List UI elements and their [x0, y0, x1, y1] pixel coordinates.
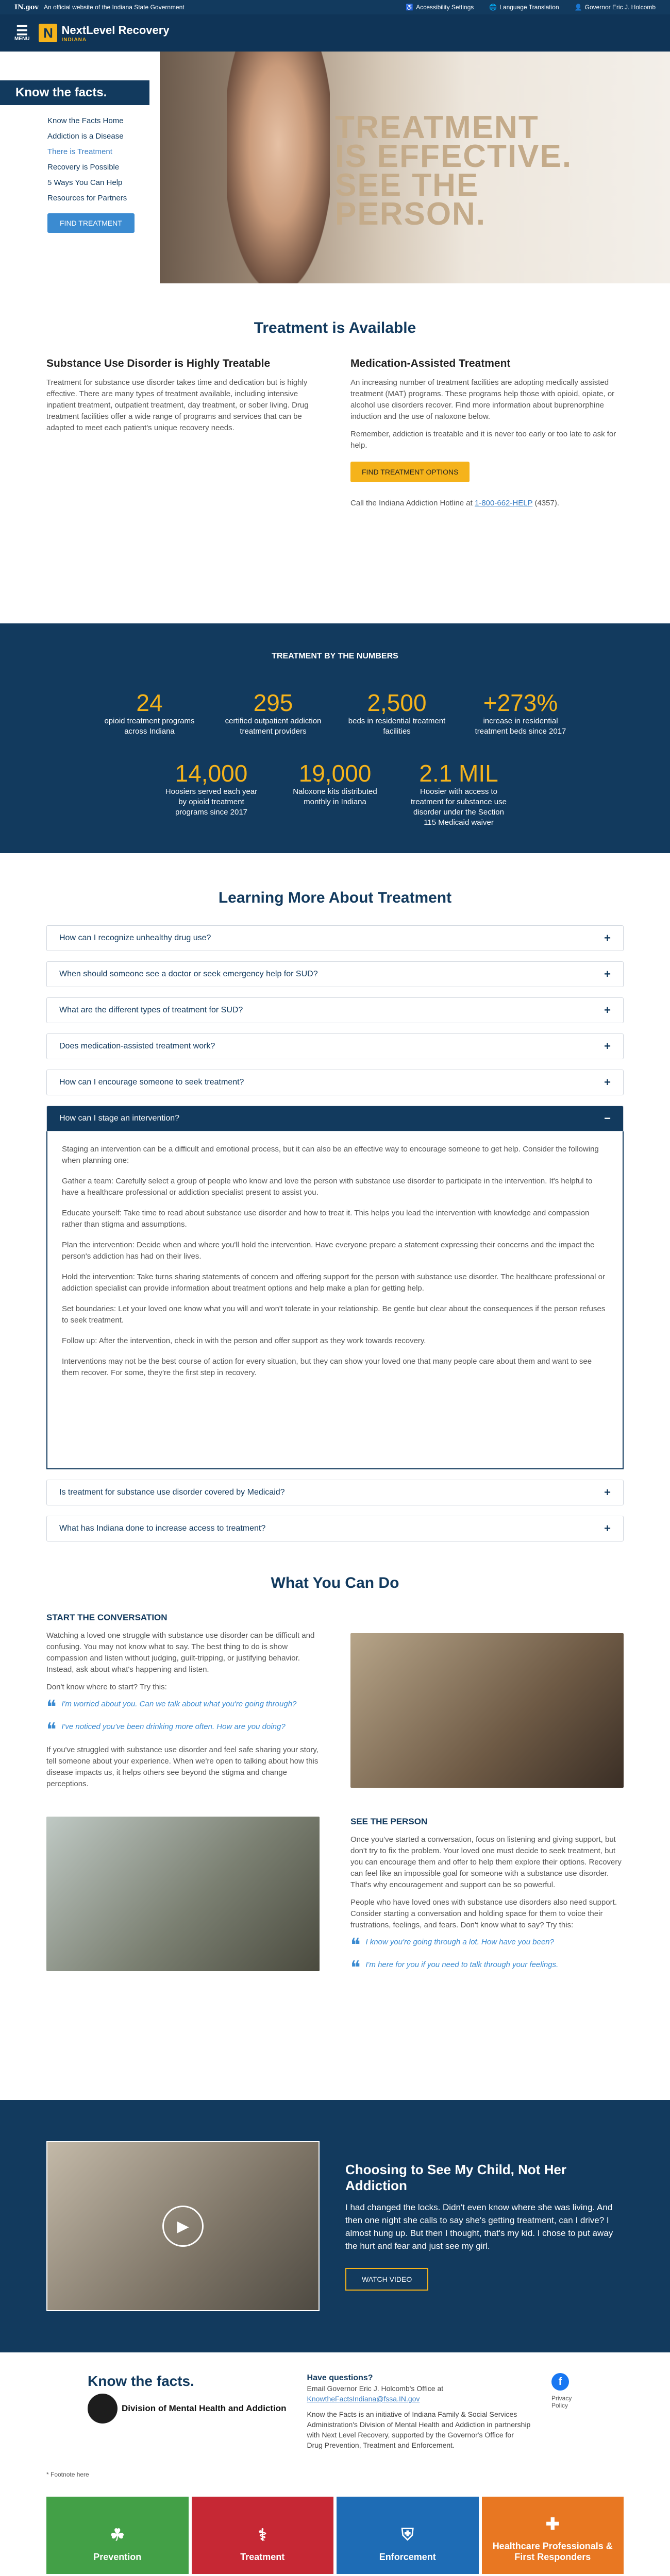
faq-item[interactable]: Does medication-assisted treatment work? +: [46, 1033, 624, 1059]
quote: ❝ I've noticed you've been drinking more often. How are you doing?: [46, 1719, 286, 1740]
privacy-policy-link[interactable]: Privacy Policy: [551, 2395, 572, 2409]
hug-photo: [350, 1633, 624, 1788]
quote: ❝ I'm worried about you. Can we talk about what you're going through?: [46, 1696, 297, 1717]
learning-section: [0, 853, 670, 1574]
site-logo[interactable]: N NextLevel Recovery INDIANA: [39, 24, 169, 43]
facebook-icon[interactable]: f: [551, 2373, 569, 2391]
what-you-can-do: What You Can Do START THE CONVERSATION Watching a loved one struggle with substance use disorder can be difficult and confusing. You may not know what to say. The best thing to do is show compassion and listen without judging, guilt-tripping, or justifying behavior. Instead, ask about what's happening and listen. Don't know where to start? Try this: ❝ I'm worried about you. Can we talk about what you're going through? ❝ I've noticed you've been drinking more often. How are you doing? If you've struggled with substance use disorder and feel safe sharing your story, tell someone about your experience. When we're open to talking about how this disease impacts us, it helps others see beyond the stigma and change perceptions. SEE THE PERSON Once you've started a conversation, focus on listening and giving support, but don't try to fix the problem. Your loved one must decide to seek treatment, but you can encourage them and offer to help them explore their options. Recovery can feel like an impossible goal for someone with a substance use disorder. That's why encouragement and support can be so powerful. People who have loved ones with substance use disorders also need support. Consider starting a conversation and holding space for them to voice their frustrations, feelings, and fears. Don't know what to say? Try this: ❝ I know you're going through a lot. How have you been? ❝ I'm here for you if you need to talk through your feelings.: [0, 1574, 670, 2100]
person-icon: 👤: [574, 4, 582, 11]
menu-button[interactable]: ☰ MENU: [14, 22, 30, 42]
tile-healthcare[interactable]: ✚ Healthcare Professionals & First Responders: [482, 2497, 624, 2574]
stat: 19,000 Naloxone kits distributed monthly in Indiana: [293, 760, 377, 806]
language-translation-link[interactable]: 🌐 Language Translation: [489, 4, 559, 11]
minus-icon: −: [604, 1112, 611, 1125]
hotline-text: Call the Indiana Addiction Hotline at 1-800-662-HELP (4357).: [350, 499, 559, 507]
quote: ❝ I'm here for you if you need to talk through your feelings.: [350, 1957, 559, 1978]
numbers-title: TREATMENT BY THE NUMBERS: [272, 652, 398, 660]
hero-sidebar: [0, 52, 160, 283]
treatment-section: [0, 283, 670, 623]
nav-addiction-disease[interactable]: Addiction is a Disease: [47, 132, 124, 141]
shield-icon: ⛨: [401, 2525, 414, 2544]
globe-icon: 🌐: [489, 4, 497, 11]
kf-logo: Know the facts.: [88, 2373, 194, 2389]
learning-title: Learning More About Treatment: [218, 889, 452, 906]
tile-prevention[interactable]: ☘ Prevention: [46, 2497, 189, 2574]
plus-icon: +: [604, 968, 611, 980]
stat: 24 opioid treatment programs across Indiana: [104, 689, 195, 736]
hero-image: [160, 52, 670, 283]
story-quote: I had changed the locks. Didn't even know where she was living. And then one night she calls to say she's getting treatment, can I drive? I almost hung up. But then I thought, that's my kid. I chose to put away the hurt and fear and just see my girl.: [345, 2202, 613, 2251]
start-heading: START THE CONVERSATION: [46, 1613, 167, 1622]
wycd-title: What You Can Do: [271, 1574, 399, 1591]
faq-item[interactable]: What has Indiana done to increase access to treatment? +: [46, 1516, 624, 1541]
stethoscope-icon: ⚕: [258, 2526, 267, 2544]
couple-photo: [46, 1817, 320, 1971]
quote-icon: ❝: [46, 1719, 57, 1740]
quote-icon: ❝: [350, 1957, 361, 1978]
stat: 14,000 Hoosiers served each year by opioid treatment programs since 2017: [165, 760, 258, 817]
faq-item[interactable]: Is treatment for substance use disorder covered by Medicaid? +: [46, 1480, 624, 1505]
plus-icon: +: [604, 1004, 611, 1016]
footer-info: Know the facts. Division of Mental Health and Addiction Have questions? Email Governor Eric J. Holcomb's Office at KnowtheFactsIndiana@fssa.IN.gov Know the Facts is an initiative of Indiana Family & Social Services Administration's Division of Mental Health and Addiction in partnership with Next Level Recovery, supported by the Governor's Office for Drug Prevention, Treatment and Enforcement. f Privacy Policy: [88, 2373, 572, 2449]
logo-mark-icon: N: [39, 24, 57, 42]
tile-treatment[interactable]: ⚕ Treatment: [192, 2497, 334, 2574]
woman-portrait: [227, 52, 330, 283]
story-title: Choosing to See My Child, Not Her Addiction: [345, 2162, 567, 2193]
nav-recovery-possible[interactable]: Recovery is Possible: [47, 163, 120, 172]
stat: 2.1 MIL Hoosier with access to treatment for substance use disorder under the Section 115 Medicaid waiver: [411, 760, 507, 827]
governor-link[interactable]: 👤 Governor Eric J. Holcomb: [574, 4, 656, 11]
faq-item[interactable]: How can I encourage someone to seek treatment? +: [46, 1070, 624, 1095]
hero-headline: TREATMENT IS EFFECTIVE. SEE THE PERSON.: [335, 110, 573, 232]
plus-icon: +: [604, 931, 611, 944]
medical-cross-icon: ✚: [545, 2515, 560, 2533]
footnote: * Footnote here: [46, 2471, 89, 2478]
nav-5-ways[interactable]: 5 Ways You Can Help: [47, 178, 123, 187]
official-notice: An official website of the Indiana State Government: [43, 4, 185, 11]
story-section: [0, 2100, 670, 2352]
nav-there-is-treatment[interactable]: There is Treatment: [47, 147, 112, 156]
play-icon[interactable]: ▶: [162, 2206, 204, 2247]
nav-resources-partners[interactable]: Resources for Partners: [47, 194, 127, 202]
sud-heading: Substance Use Disorder is Highly Treatable: [46, 358, 271, 369]
sidebar-title: Know the facts.: [0, 80, 149, 105]
contact-email-link[interactable]: KnowtheFactsIndiana@fssa.IN.gov: [307, 2395, 420, 2403]
top-bar: [0, 0, 670, 14]
accessibility-settings-link[interactable]: ♿ Accessibility Settings: [406, 4, 474, 11]
sud-text: Treatment for substance use disorder takes time and dedication but is highly effective. There are many types of treatment available, including intensive inpatient treatment, outpatient treatment, day treatment, or sober living. Drug treatment facilities offer a wide range of programs and services that can be adapted to meet each patient's unique recovery needs.: [46, 378, 309, 432]
hotline-link[interactable]: 1-800-662-HELP: [475, 499, 533, 507]
plus-icon: +: [604, 1522, 611, 1535]
stat: 295 certified outpatient addiction treatment providers: [225, 689, 322, 736]
quote-icon: ❝: [350, 1934, 361, 1955]
faq-answer: Staging an intervention can be a difficult and emotional process, but it can also be an effective way to encourage someone to get help. Consider the following when planning one: Gather a team: Carefully select a group of people who know and love the person with substance use disorder to participate in the intervention. It's helpful to have a healthcare professional or addiction specialist present to assist you. Educate yourself: Take time to read about substance use disorder and how to treat it. This helps you lead the intervention with knowledge and compassion rather than stigma and assumptions. Plan the intervention: Decide when and where you'll hold the intervention. Have everyone prepare a statement expressing their concerns and the impact the person's addiction has had on their lives. Hold the intervention: Take turns sharing statements of concern and offering support for the person with substance use disorder. The healthcare professional or addiction specialist can provide information about treatment options and help make a plan for getting help. Set boundaries: Let your loved one know what you will and won't tolerate in your relationship. Be gentle but clear about the consequences if the person refuses to seek treatment. Follow up: After the intervention, check in with the person and offer support as they work towards recovery. Interventions may not be the best course of action for every situation, but they can show your loved one that many people care about them and want to see them recover. For some, they're the first step in recovery.: [46, 1131, 624, 1469]
plus-icon: +: [604, 1040, 611, 1053]
plus-icon: +: [604, 1486, 611, 1499]
hero: [0, 52, 670, 283]
numbers-section: [0, 623, 670, 853]
faq-item[interactable]: How can I recognize unhealthy drug use? +: [46, 925, 624, 951]
dmha-logo: Division of Mental Health and Addiction: [88, 2394, 287, 2424]
site-header: [0, 14, 670, 52]
hamburger-icon: ☰: [16, 22, 28, 38]
nav-know-facts-home[interactable]: Know the Facts Home: [47, 116, 124, 125]
mat-text: An increasing number of treatment facilities are adopting medically assisted treatment (MAT) programs. These programs help those with opioid, opiate, or alcohol use disorders recover. Find more information about buprenorphine induction and the use of naloxone below.: [350, 378, 615, 421]
faq-item[interactable]: What are the different types of treatment for SUD? +: [46, 997, 624, 1023]
mat-heading: Medication-Assisted Treatment: [350, 358, 511, 369]
plus-icon: +: [604, 1076, 611, 1089]
tile-enforcement[interactable]: ⛨ Enforcement: [337, 2497, 479, 2574]
find-treatment-button[interactable]: FIND TREATMENT: [47, 213, 135, 233]
pillar-tiles: [0, 2497, 670, 2576]
see-heading: SEE THE PERSON: [350, 1817, 428, 1826]
mat-remember: Remember, addiction is treatable and it is never too early or too late to ask for help.: [350, 430, 616, 450]
dmha-seal-icon: [88, 2394, 118, 2424]
find-treatment-options-button[interactable]: FIND TREATMENT OPTIONS: [350, 462, 470, 482]
faq-item-open[interactable]: How can I stage an intervention? −: [46, 1106, 624, 1131]
watch-video-button[interactable]: WATCH VIDEO: [345, 2268, 428, 2291]
in-gov-logo[interactable]: IN.gov: [14, 3, 39, 11]
faq-item[interactable]: When should someone see a doctor or seek emergency help for SUD? +: [46, 961, 624, 987]
stat: 2,500 beds in residential treatment facilities: [348, 689, 446, 736]
treatment-title: Treatment is Available: [254, 319, 416, 336]
accessibility-icon: ♿: [406, 4, 414, 11]
leaf-icon: ☘: [110, 2526, 125, 2544]
video-thumbnail[interactable]: [46, 2141, 320, 2311]
quote: ❝ I know you're going through a lot. How have you been?: [350, 1934, 554, 1955]
quote-icon: ❝: [46, 1696, 57, 1717]
stat: +273% increase in residential treatment beds since 2017: [475, 689, 566, 736]
